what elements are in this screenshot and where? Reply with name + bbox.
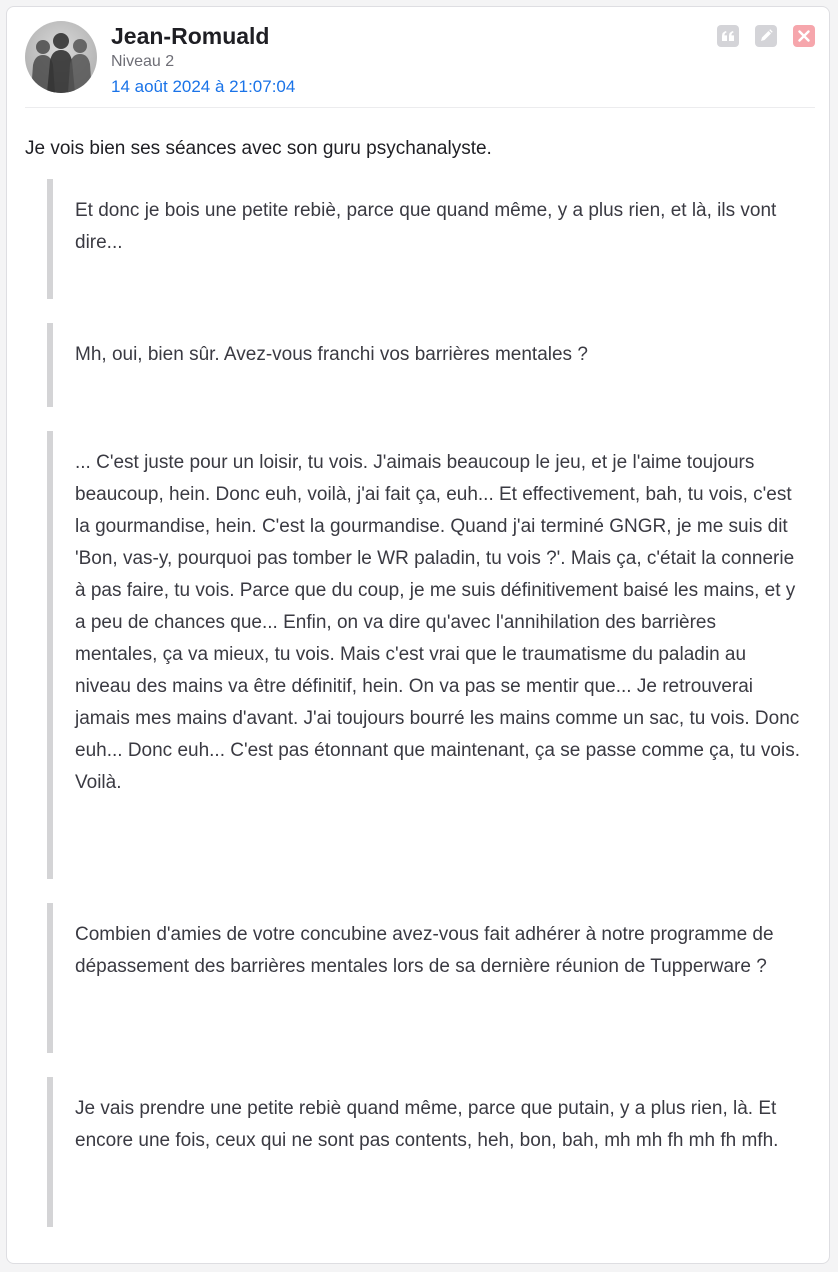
- edit-button[interactable]: [755, 25, 777, 47]
- close-icon: [798, 30, 810, 42]
- quote-text: Combien d'amies de votre concubine avez-vous fait adhérer à notre programme de dépassement des barrières mentales lors de sa dernière réunion de Tupperware ?: [75, 924, 774, 977]
- quote-text: Mh, oui, bien sûr. Avez-vous franchi vos barrières mentales ?: [75, 344, 588, 365]
- blockquote: [47, 1077, 807, 1227]
- author-name[interactable]: Jean-Romuald: [111, 23, 270, 49]
- quote-text: ... C'est juste pour un loisir, tu vois. J'aimais beaucoup le jeu, et je l'aime toujours beaucoup, hein. Donc euh, voilà, j'ai fait ça, euh... Et effectivement, bah, tu vois, c'est la gourmandise, hein. C'est la gourmandise. Quand j'ai terminé GNGR, je me suis dit 'Bon, vas-y, pourquoi pas tomber le WR paladin, tu vois ?'. Mais ça, c'était la connerie à pas faire, tu vois. Parce que du coup, je me suis définitivement baisé les mains, et y a peu de chances que... Enfin, on va dire qu'avec l'annihilation des barrières mentales, ça va mieux, tu vois. Mais c'est vrai que le traumatisme du paladin au niveau des mains va être définitif, hein. On va pas se mentir que... Je retrouverai jamais mes mains d'avant. J'ai toujours bourré les mains comme un sac, tu vois. Donc euh... Donc euh... C'est pas étonnant que maintenant, ça se passe comme ça, tu vois. Voilà.: [75, 452, 800, 793]
- post-header: [25, 21, 815, 108]
- blockquote: [47, 323, 807, 407]
- group-silhouette-icon: [25, 21, 97, 93]
- quote-text: Et donc je bois une petite rebiè, parce que quand même, y a plus rien, et là, ils vont dire...: [75, 200, 777, 253]
- quote-text: Je vais prendre une petite rebiè quand même, parce que putain, y a plus rien, là. Et encore une fois, ceux qui ne sont pas contents, heh, bon, bah, mh mh fh mh fh mfh.: [75, 1098, 779, 1151]
- pencil-icon: [759, 29, 773, 43]
- author-rank: Niveau 2: [111, 53, 175, 70]
- avatar[interactable]: [25, 21, 97, 93]
- quote-icon: [722, 31, 734, 41]
- quote-button[interactable]: [717, 25, 739, 47]
- post-body-text: Je vois bien ses séances avec son guru psychanalyste.: [25, 138, 492, 159]
- blockquote: [47, 179, 807, 299]
- blockquote: [47, 431, 807, 879]
- forum-post: [6, 6, 830, 1264]
- blockquote: [47, 903, 807, 1053]
- post-actions: [717, 25, 815, 47]
- post-date-link[interactable]: 14 août 2024 à 21:07:04: [111, 77, 296, 96]
- delete-button[interactable]: [793, 25, 815, 47]
